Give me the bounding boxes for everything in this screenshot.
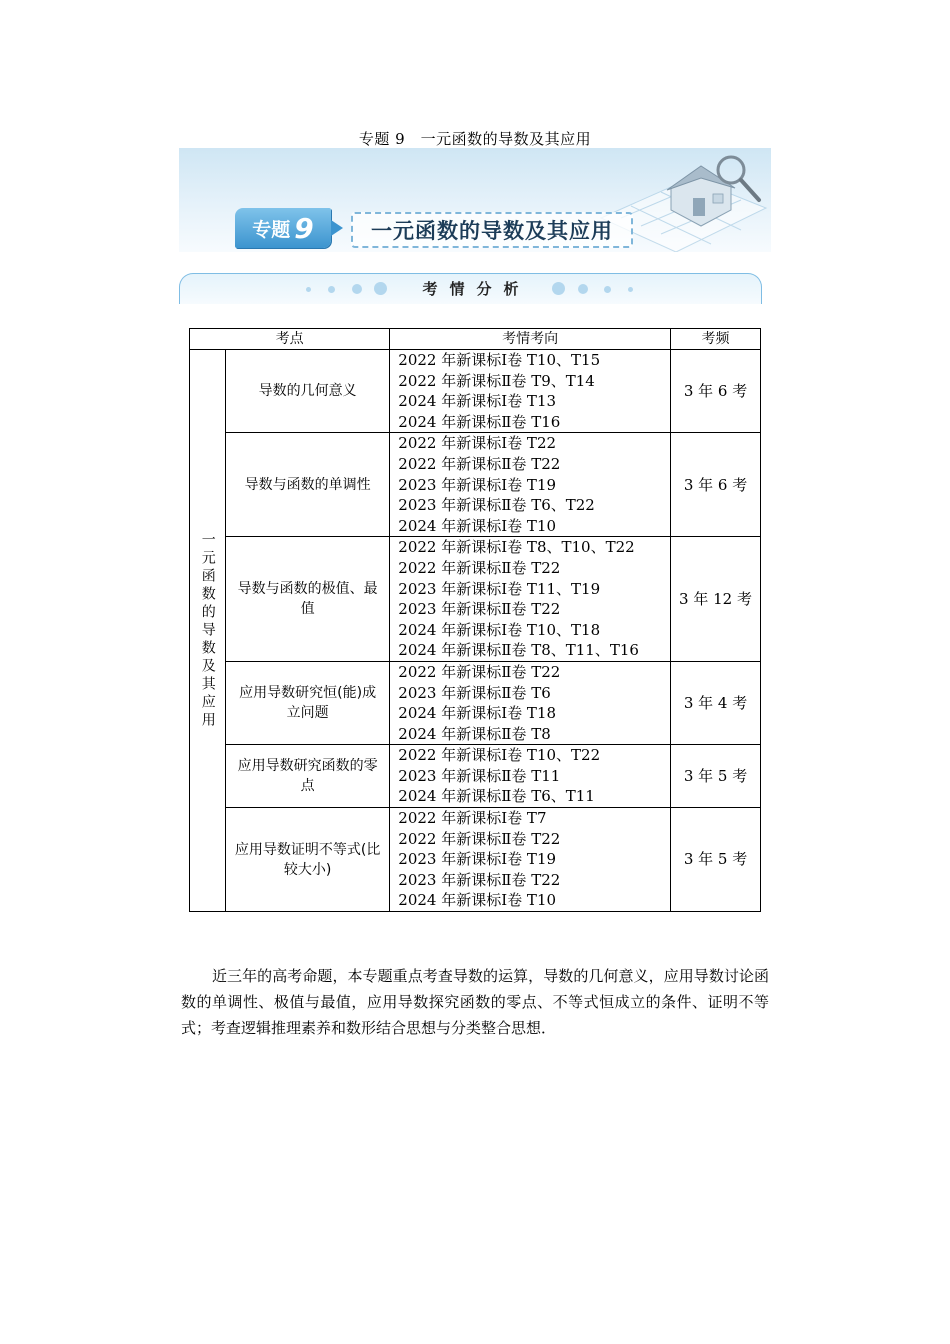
exam-trend-line: 2022 年新课标Ⅱ卷 T22 xyxy=(398,829,561,848)
exam-trend-line: 2024 年新课标Ⅰ卷 T10 xyxy=(398,516,557,535)
exam-trend-line: 2024 年新课标Ⅰ卷 T10、T18 xyxy=(398,620,601,639)
topic-title: 一元函数的导数及其应用 xyxy=(351,212,633,248)
exam-trend-line: 2022 年新课标Ⅰ卷 T10、T22 xyxy=(398,746,601,765)
decor-dot xyxy=(628,287,633,292)
exam-trend-line: 2022 年新课标Ⅱ卷 T22 xyxy=(398,662,561,681)
header-frequency: 考频 xyxy=(671,329,761,350)
exam-analysis-table xyxy=(189,328,761,912)
header-trend: 考情考向 xyxy=(390,329,671,350)
exam-frequency-cell: 3 年 5 考 xyxy=(671,808,761,912)
section-header-bar xyxy=(179,273,762,304)
exam-trend-line: 2023 年新课标Ⅰ卷 T19 xyxy=(398,475,557,494)
exam-trend-line: 2024 年新课标Ⅰ卷 T10 xyxy=(398,891,557,910)
exam-trend-line: 2022 年新课标Ⅱ卷 T9、T14 xyxy=(398,371,595,390)
exam-trend-line: 2024 年新课标Ⅱ卷 T16 xyxy=(398,412,561,431)
exam-point-cell: 导数与函数的单调性 xyxy=(225,433,389,537)
topic-banner xyxy=(179,148,771,252)
exam-trend-line: 2022 年新课标Ⅰ卷 T10、T15 xyxy=(398,351,601,369)
exam-trend-cell xyxy=(390,808,671,912)
topic-badge-label: 专题 xyxy=(252,218,291,241)
table-row xyxy=(190,537,761,662)
exam-trend-cell xyxy=(390,745,671,808)
exam-frequency-cell: 3 年 12 考 xyxy=(671,537,761,662)
exam-trend-line: 2023 年新课标Ⅱ卷 T22 xyxy=(398,600,561,619)
decor-dot xyxy=(604,286,611,293)
exam-trend-line: 2022 年新课标Ⅰ卷 T22 xyxy=(398,434,557,453)
table-row xyxy=(190,350,761,433)
exam-frequency-cell: 3 年 6 考 xyxy=(671,350,761,433)
exam-trend-line: 2022 年新课标Ⅰ卷 T8、T10、T22 xyxy=(398,538,635,557)
exam-point-cell: 应用导数研究恒(能)成立问题 xyxy=(225,661,389,744)
exam-trend-line: 2023 年新课标Ⅱ卷 T22 xyxy=(398,870,561,889)
exam-trend-line: 2024 年新课标Ⅱ卷 T8 xyxy=(398,724,551,743)
exam-trend-cell xyxy=(390,537,671,662)
summary-paragraph: 近三年的高考命题，本专题重点考查导数的运算，导数的几何意义，应用导数讨论函数的单调性、极值与最值，应用导数探究函数的零点、不等式恒成立的条件、证明不等式；考查逻辑推理素养和数形结合思想与分类整合思想． xyxy=(181,967,769,1037)
table-row xyxy=(190,433,761,537)
exam-frequency-cell: 3 年 4 考 xyxy=(671,661,761,744)
exam-point-cell: 导数的几何意义 xyxy=(225,350,389,433)
exam-trend-cell xyxy=(390,350,671,433)
exam-trend-line: 2022 年新课标Ⅱ卷 T22 xyxy=(398,558,561,577)
exam-trend-line: 2023 年新课标Ⅱ卷 T6、T22 xyxy=(398,496,595,515)
topic-badge-number: 9 xyxy=(294,211,314,245)
running-header: 专题 9 一元函数的导数及其应用 xyxy=(358,130,592,148)
decor-dot xyxy=(578,284,588,294)
exam-trend-line: 2023 年新课标Ⅰ卷 T11、T19 xyxy=(398,579,601,598)
table-row xyxy=(190,808,761,912)
exam-trend-line: 2022 年新课标Ⅱ卷 T22 xyxy=(398,454,561,473)
topic-pointer-arrow xyxy=(331,220,343,236)
exam-trend-line: 2023 年新课标Ⅰ卷 T19 xyxy=(398,850,557,869)
exam-trend-line: 2023 年新课标Ⅱ卷 T11 xyxy=(398,766,561,785)
exam-trend-line: 2023 年新课标Ⅱ卷 T6 xyxy=(398,683,551,702)
exam-trend-line: 2024 年新课标Ⅱ卷 T8、T11、T16 xyxy=(398,641,639,660)
exam-frequency-cell: 3 年 5 考 xyxy=(671,745,761,808)
header-point: 考点 xyxy=(190,329,390,350)
exam-point-cell: 导数与函数的极值、最值 xyxy=(225,537,389,662)
chapter-label: 一元函数的导数及其应用 xyxy=(199,531,216,730)
exam-frequency-cell: 3 年 6 考 xyxy=(671,433,761,537)
exam-trend-cell xyxy=(390,661,671,744)
section-title: 考情分析 xyxy=(422,280,531,298)
exam-trend-line: 2024 年新课标Ⅰ卷 T18 xyxy=(398,704,557,723)
table-row xyxy=(190,661,761,744)
table-row xyxy=(190,745,761,808)
exam-point-cell: 应用导数证明不等式(比较大小) xyxy=(225,808,389,912)
exam-trend-line: 2024 年新课标Ⅱ卷 T6、T11 xyxy=(398,787,595,806)
exam-point-cell: 应用导数研究函数的零点 xyxy=(225,745,389,808)
chapter-cell xyxy=(190,350,226,912)
exam-trend-line: 2022 年新课标Ⅰ卷 T7 xyxy=(398,809,547,828)
table-header-row xyxy=(190,329,761,350)
exam-trend-cell xyxy=(390,433,671,537)
topic-number-badge xyxy=(235,208,331,248)
decor-dot xyxy=(552,282,565,295)
exam-trend-line: 2024 年新课标Ⅰ卷 T13 xyxy=(398,392,557,411)
